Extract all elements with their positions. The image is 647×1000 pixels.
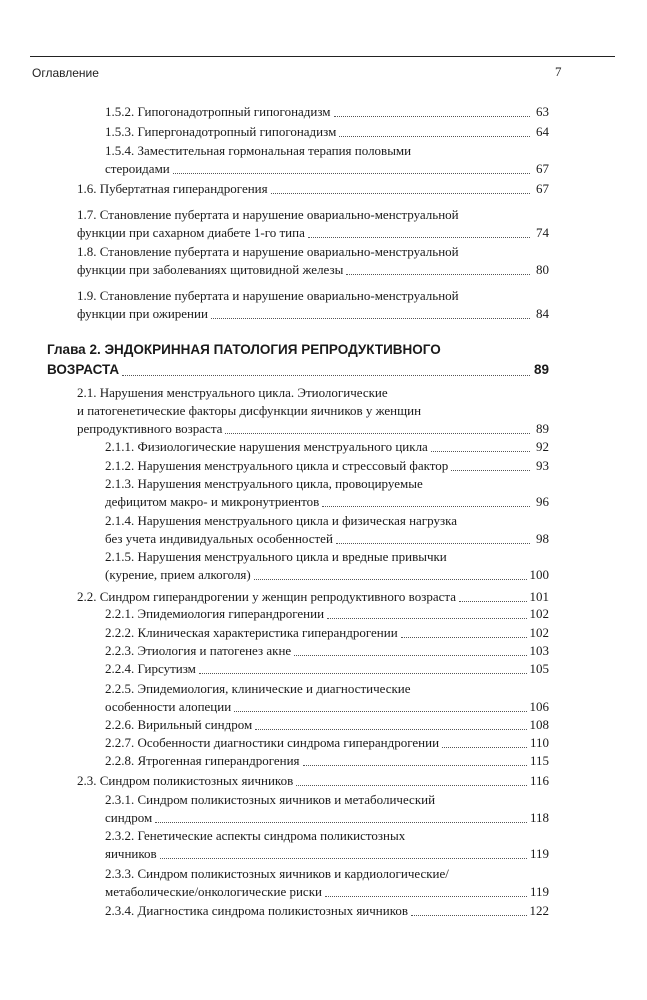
toc-entry-title-line: и патогенетические факторы дисфункции яичников у женщин <box>77 403 422 418</box>
toc-entry-title-line: 2.1.3. Нарушения менструального цикла, провоцируемые <box>105 476 423 491</box>
dot-leader <box>199 673 527 674</box>
toc-entry-title-line: 2.2.2. Клиническая характеристика гиперандрогении <box>105 625 398 640</box>
toc-page-number: 98 <box>536 531 549 546</box>
dot-leader <box>173 173 530 174</box>
dot-leader <box>336 543 530 544</box>
dot-leader <box>155 822 527 823</box>
dot-leader <box>431 451 530 452</box>
page-number: 7 <box>555 64 562 79</box>
toc-entry[interactable] <box>77 206 549 242</box>
toc-entry-title-line: ВОЗРАСТА <box>47 362 120 377</box>
toc-page-number: 96 <box>536 494 549 509</box>
toc-page-number: 84 <box>536 306 549 321</box>
toc-page-number: 101 <box>529 589 549 604</box>
dot-leader <box>122 375 530 376</box>
toc-page-number: 108 <box>529 717 549 732</box>
toc-entry-title-line: (курение, прием алкоголя) <box>105 567 251 582</box>
toc-entry-title-line: 2.2. Синдром гиперандрогении у женщин репродуктивного возраста <box>77 589 456 604</box>
dot-leader <box>451 470 530 471</box>
toc-entry-title-line: метаболические/онкологические риски <box>105 884 322 899</box>
toc-entry-title-line: без учета индивидуальных особенностей <box>105 531 333 546</box>
toc-entry-title-line: 2.1.2. Нарушения менструального цикла и стрессовый фактор <box>105 458 449 473</box>
toc-entry-title-line: 1.9. Становление пубертата и нарушение овариально-менструальной <box>77 288 459 303</box>
toc-entry-title-line: 2.1.1. Физиологические нарушения менструального цикла <box>105 439 428 454</box>
toc-page-number: 119 <box>529 846 549 861</box>
dot-leader <box>160 858 527 859</box>
dot-leader <box>225 433 530 434</box>
toc-entry-title-line: 1.6. Пубертатная гиперандрогения <box>77 181 268 196</box>
dot-leader <box>411 915 526 916</box>
toc-entry[interactable] <box>105 752 549 770</box>
toc-entry[interactable] <box>105 548 549 584</box>
dot-leader <box>211 318 530 319</box>
toc-entry[interactable] <box>77 243 549 279</box>
toc-entry-title-line: 1.5.3. Гипергонадотропный гипогонадизм <box>105 124 337 139</box>
toc-entry[interactable] <box>105 865 549 901</box>
toc-entry[interactable] <box>105 642 549 660</box>
toc-entry[interactable] <box>105 624 549 642</box>
toc-page-number: 116 <box>529 773 549 788</box>
dot-leader <box>254 579 527 580</box>
toc-page-number: 89 <box>536 421 549 436</box>
toc-entry-title-line: функции при сахарном диабете 1-го типа <box>77 225 305 240</box>
dot-leader <box>459 601 527 602</box>
toc-entry[interactable] <box>105 827 549 863</box>
toc-entry-title-line: 2.3. Синдром поликистозных яичников <box>77 773 294 788</box>
toc-page-number: 93 <box>536 458 549 473</box>
toc-entry-title-line: 2.1.4. Нарушения менструального цикла и физическая нагрузка <box>105 513 457 528</box>
dot-leader <box>401 637 527 638</box>
toc-entry-title-line: стероидами <box>105 161 170 176</box>
toc-chapter-entry[interactable] <box>47 340 549 380</box>
toc-entry[interactable] <box>77 287 549 323</box>
toc-entry[interactable] <box>105 123 549 141</box>
toc-page-number: 110 <box>529 735 549 750</box>
toc-page-number: 89 <box>533 362 549 377</box>
dot-leader <box>346 274 530 275</box>
toc-entry-title-line: 1.7. Становление пубертата и нарушение овариально-менструальной <box>77 207 459 222</box>
toc-entry-title-line: 2.3.2. Генетические аспекты синдрома поликистозных <box>105 828 406 843</box>
toc-page-number: 67 <box>536 181 549 196</box>
toc-entry-title-line: 1.8. Становление пубертата и нарушение овариально-менструальной <box>77 244 459 259</box>
running-header-title: Оглавление <box>32 66 99 80</box>
toc-page-number: 105 <box>529 661 549 676</box>
toc-entry[interactable] <box>105 734 549 752</box>
toc-entry-title-line: 2.2.8. Ятрогенная гиперандрогения <box>105 753 300 768</box>
toc-entry[interactable] <box>105 103 549 121</box>
toc-entry-title-line: особенности алопеции <box>105 699 232 714</box>
toc-entry[interactable] <box>105 512 549 548</box>
toc-entry[interactable] <box>77 384 549 438</box>
toc-entry-title-line: 1.5.4. Заместительная гормональная терапия половыми <box>105 143 412 158</box>
toc-entry-title-line: дефицитом макро- и микронутриентов <box>105 494 320 509</box>
toc-entry-title-line: 2.1.5. Нарушения менструального цикла и вредные привычки <box>105 549 447 564</box>
toc-page-number: 92 <box>536 439 549 454</box>
toc-page-number: 63 <box>536 104 549 119</box>
toc-entry-title-line: яичников <box>105 846 157 861</box>
toc-page-number: 102 <box>529 606 549 621</box>
dot-leader <box>327 618 526 619</box>
toc-entry-title-line: 2.2.3. Этиология и патогенез акне <box>105 643 292 658</box>
toc-page-number: 100 <box>529 567 549 582</box>
toc-entry[interactable] <box>105 716 549 734</box>
dot-leader <box>339 136 530 137</box>
toc-page-number: 115 <box>529 753 549 768</box>
toc-entry-title-line: 2.2.1. Эпидемиология гиперандрогении <box>105 606 325 621</box>
toc-entry-title-line: 2.2.6. Вирильный синдром <box>105 717 253 732</box>
toc-entry[interactable] <box>105 660 549 678</box>
toc-entry[interactable] <box>105 438 549 456</box>
toc-entry[interactable] <box>105 605 549 623</box>
dot-leader <box>308 237 530 238</box>
dot-leader <box>234 711 526 712</box>
toc-entry-title-line: 1.5.2. Гипогонадотропный гипогонадизм <box>105 104 331 119</box>
header-rule <box>30 56 615 57</box>
dot-leader <box>325 896 527 897</box>
toc-entry-title-line: 2.3.1. Синдром поликистозных яичников и метаболический <box>105 792 436 807</box>
toc-page-number: 67 <box>536 161 549 176</box>
dot-leader <box>294 655 526 656</box>
toc-entry[interactable] <box>77 588 549 606</box>
toc-entry[interactable] <box>105 791 549 827</box>
toc-entry[interactable] <box>105 457 549 475</box>
toc-page-number: 119 <box>529 884 549 899</box>
toc-entry[interactable] <box>77 180 549 198</box>
dot-leader <box>303 765 527 766</box>
dot-leader <box>334 116 530 117</box>
toc-entry-title-line: 2.2.5. Эпидемиология, клинические и диагностические <box>105 681 411 696</box>
toc-entry-title-line: 2.2.7. Особенности диагностики синдрома гиперандрогении <box>105 735 440 750</box>
toc-entry[interactable] <box>105 680 549 716</box>
dot-leader <box>442 747 527 748</box>
dot-leader <box>296 785 527 786</box>
toc-entry-title-line: 2.1. Нарушения менструального цикла. Этиологические <box>77 385 388 400</box>
dot-leader <box>271 193 530 194</box>
dot-leader <box>255 729 526 730</box>
toc-entry-title-line: 2.3.3. Синдром поликистозных яичников и кардиологические/ <box>105 866 449 881</box>
toc-entry[interactable] <box>105 142 549 178</box>
toc-entry-title-line: функции при заболеваниях щитовидной железы <box>77 262 344 277</box>
toc-entry[interactable] <box>77 772 549 790</box>
toc-entry-title-line: синдром <box>105 810 153 825</box>
toc-entry-title-line: 2.2.4. Гирсутизм <box>105 661 196 676</box>
toc-entry-title-line: 2.3.4. Диагностика синдрома поликистозных яичников <box>105 903 409 918</box>
toc-page-number: 106 <box>529 699 549 714</box>
toc-page-number: 118 <box>529 810 549 825</box>
toc-page-number: 74 <box>536 225 549 240</box>
toc-entry[interactable] <box>105 475 549 511</box>
toc-entry-title-line: Глава 2. ЭНДОКРИННАЯ ПАТОЛОГИЯ РЕПРОДУКТИВНОГО <box>47 342 441 357</box>
toc-entry[interactable] <box>105 902 549 920</box>
toc-page-number: 64 <box>536 124 549 139</box>
toc-page-number: 80 <box>536 262 549 277</box>
toc-page-number: 103 <box>529 643 549 658</box>
toc-entry-title-line: репродуктивного возраста <box>77 421 223 436</box>
toc-entry-title-line: функции при ожирении <box>77 306 208 321</box>
toc-page-number: 102 <box>529 625 549 640</box>
dot-leader <box>322 506 530 507</box>
toc-page-number: 122 <box>529 903 549 918</box>
